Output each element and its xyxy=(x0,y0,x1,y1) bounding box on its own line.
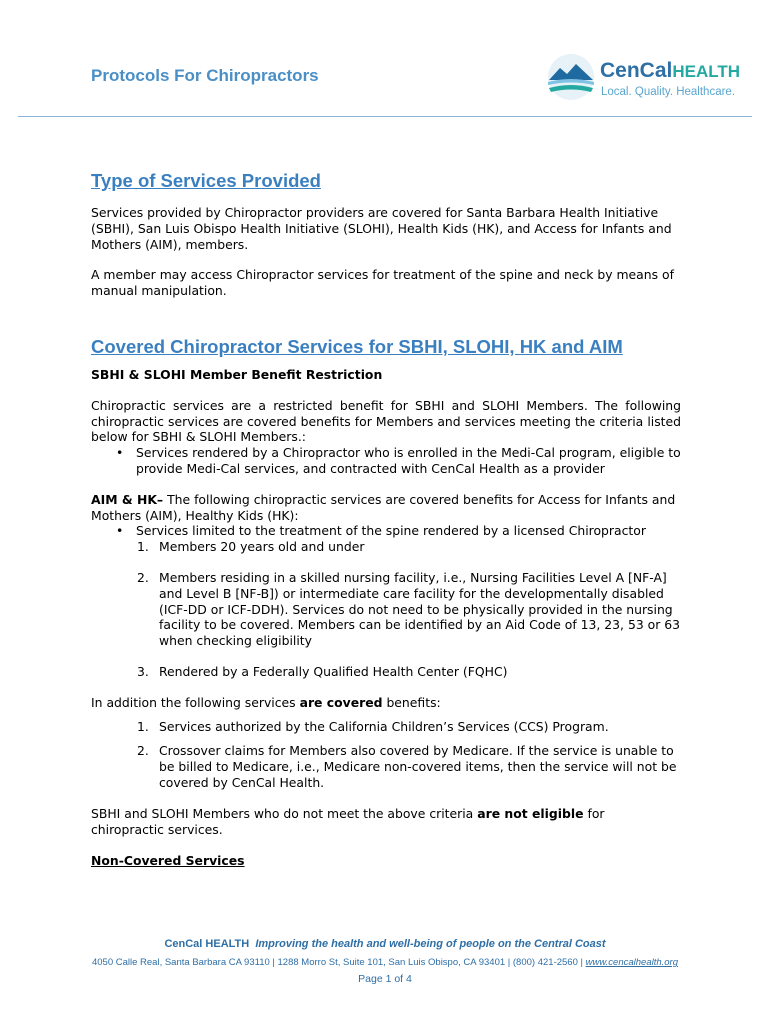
list-item: 3. Rendered by a Federally Qualified Health Center (FQHC) xyxy=(137,663,508,679)
logo-mountain-icon xyxy=(546,52,596,102)
bullet-icon: • xyxy=(116,445,124,461)
restriction-bullet-list xyxy=(91,445,681,477)
paragraph-member-access: A member may access Chiropractor services for treatment of the spine and neck by means of manual manipulation. xyxy=(91,267,674,299)
section-heading-services-provided: Type of Services Provided xyxy=(91,170,321,191)
page-header-title: Protocols For Chiropractors xyxy=(91,66,319,85)
footer-address: 4050 Calle Real, Santa Barbara CA 93110 | 1288 Morro St, Suite 101, San Luis Obispo, CA 93401 | (800) 421-2560 | www.cencalhealth.org xyxy=(91,957,679,968)
aim-bullet-list xyxy=(91,523,681,539)
list-item: 1. Services authorized by the California Children’s Services (CCS) Program. xyxy=(137,718,609,734)
paragraph-aim-hk: AIM & HK– The following chiropractic services are covered benefits for Access for Infants and Mothers (AIM), Healthy Kids (HK): xyxy=(91,491,676,523)
section-heading-covered-services: Covered Chiropractor Services for SBHI, SLOHI, HK and AIM xyxy=(91,335,623,357)
list-item: • Services limited to the treatment of the spine rendered by a licensed Chiropractor xyxy=(116,523,646,539)
paragraph-additional-services: In addition the following services are covered benefits: xyxy=(91,694,441,710)
list-item: 1. Members 20 years old and under xyxy=(137,539,365,555)
list-item: 2. Crossover claims for Members also covered by Medicare. If the service is unable to be billed to Medicare, i.e., Medicare non-covered items, then the service will not be covered by CenCal Health. xyxy=(137,743,677,790)
footer-website-link[interactable]: www.cencalhealth.org xyxy=(585,957,679,968)
document-body xyxy=(91,170,681,869)
paragraph-not-eligible: SBHI and SLOHI Members who do not meet the above criteria are not eligible for chiropractic services. xyxy=(91,805,605,837)
criteria-numbered-list xyxy=(91,539,681,680)
footer-tagline: CenCal HEALTH Improving the health and well-being of people on the Central Coast xyxy=(164,938,606,950)
paragraph-services-covered: Services provided by Chiropractor providers are covered for Santa Barbara Health Initiative (SBHI), San Luis Obispo Health Initiative (SLOHI), Health Kids (HK), and Access for Infants and Mothers (AIM), members. xyxy=(91,205,672,252)
subheading-benefit-restriction: SBHI & SLOHI Member Benefit Restriction xyxy=(91,366,383,382)
cencal-health-logo xyxy=(546,50,746,106)
logo-wordmark: CenCalHEALTH xyxy=(600,59,741,82)
header-divider xyxy=(18,116,752,117)
list-item: 2. Members residing in a skilled nursing facility, i.e., Nursing Facilities Level A [NF-A] and Level B [NF-B]) or intermediate care facility for the developmentally disabled (ICF-DD or ICF-DDH). Services do not need to be physically provided in the nursing facility to be covered. Members can be identified by an Aid Code of 13, 23, 53 or 63 when checking eligibility xyxy=(137,569,681,649)
bullet-icon: • xyxy=(116,523,124,539)
list-item: • Services rendered by a Chiropractor who is enrolled in the Medi-Cal program, eligible to provide Medi-Cal services, and contracted with CenCal Health as a provider xyxy=(116,445,681,476)
subheading-non-covered-services: Non-Covered Services xyxy=(91,853,245,869)
paragraph-restricted-benefit: Chiropractic services are a restricted benefit for SBHI and SLOHI Members. The following chiropractic services are covered benefits for Members and services meeting the criteria listed below for SBHI & SLOHI Members.: xyxy=(91,397,681,445)
page-number: Page 1 of 4 xyxy=(358,973,412,985)
additional-numbered-list xyxy=(91,719,681,791)
logo-tagline: Local. Quality. Healthcare. xyxy=(601,86,736,98)
